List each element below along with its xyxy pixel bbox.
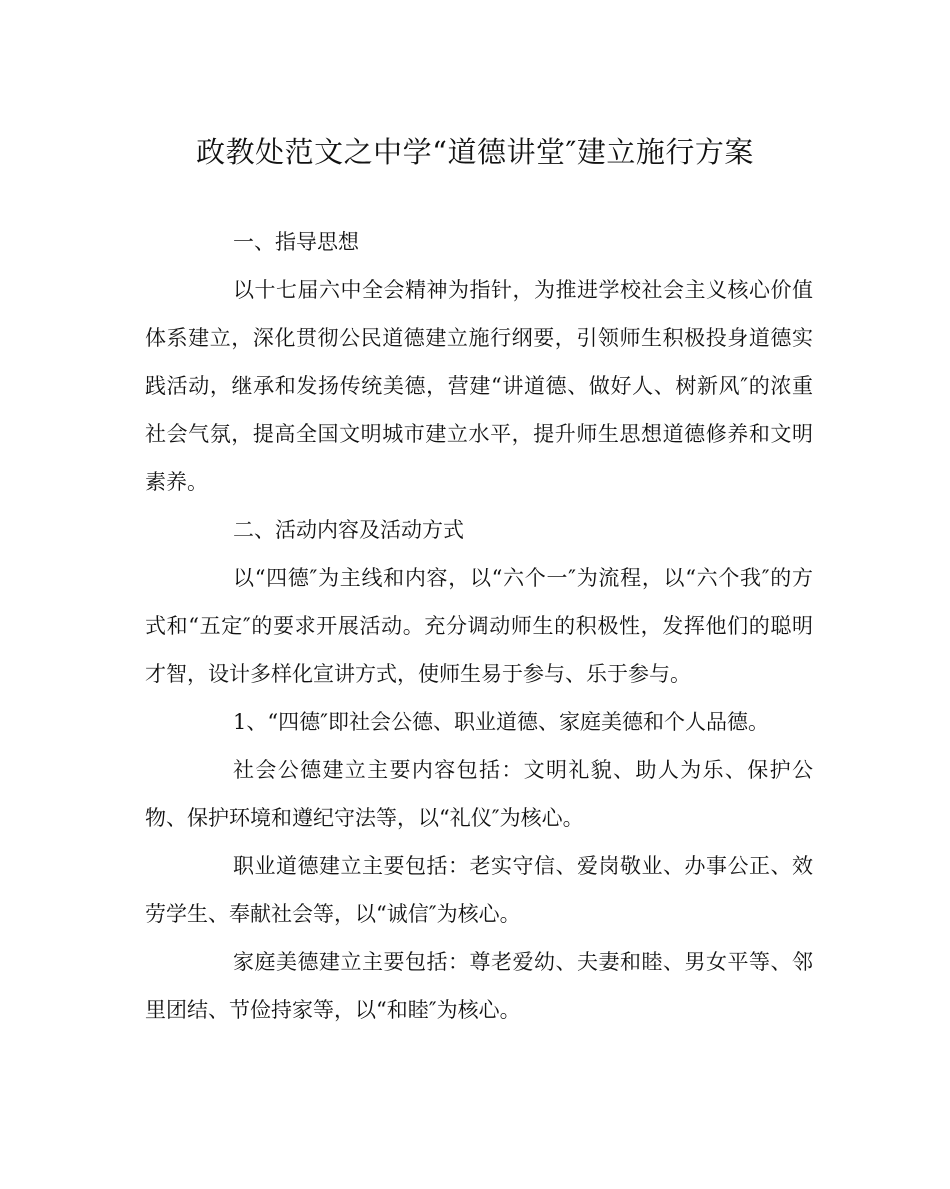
section-heading-guiding-ideology: 一、指导思想 bbox=[233, 230, 359, 254]
section-heading-activity-content: 二、活动内容及活动方式 bbox=[233, 518, 464, 542]
paragraph-social-morality: 社会公德建立主要内容包括：文明礼貌、助人为乐、保护公物、保护环境和遵纪守法等，以“礼仪″为核心。 bbox=[145, 758, 813, 830]
document-title: 政教处范文之中学“道德讲堂″建立施行方案 bbox=[196, 135, 754, 169]
paragraph-four-virtues: 1、“四德″即社会公德、职业道德、家庭美德和个人品德。 bbox=[233, 710, 769, 734]
paragraph-professional-ethics: 职业道德建立主要包括：老实守信、爱岗敬业、办事公正、效劳学生、奉献社会等，以“诚信″为核心。 bbox=[145, 854, 813, 926]
document-body bbox=[145, 218, 813, 1034]
paragraph-activity-content: 以“四德″为主线和内容，以“六个一″为流程，以“六个我″的方式和“五定″的要求开展活动。充分调动师生的积极性，发挥他们的聪明才智，设计多样化宣讲方式，使师生易于参与、乐于参与。 bbox=[145, 566, 813, 686]
paragraph-family-virtues: 家庭美德建立主要包括：尊老爱幼、夫妻和睦、男女平等、邻里团结、节俭持家等，以“和睦″为核心。 bbox=[145, 950, 813, 1022]
paragraph-guiding-ideology: 以十七届六中全会精神为指针，为推进学校社会主义核心价值体系建立，深化贯彻公民道德建立施行纲要，引领师生积极投身道德实践活动，继承和发扬传统美德，营建“讲道德、做好人、树新风″的浓重社会气氛，提高全国文明城市建立水平，提升师生思想道德修养和文明素养。 bbox=[145, 278, 813, 494]
